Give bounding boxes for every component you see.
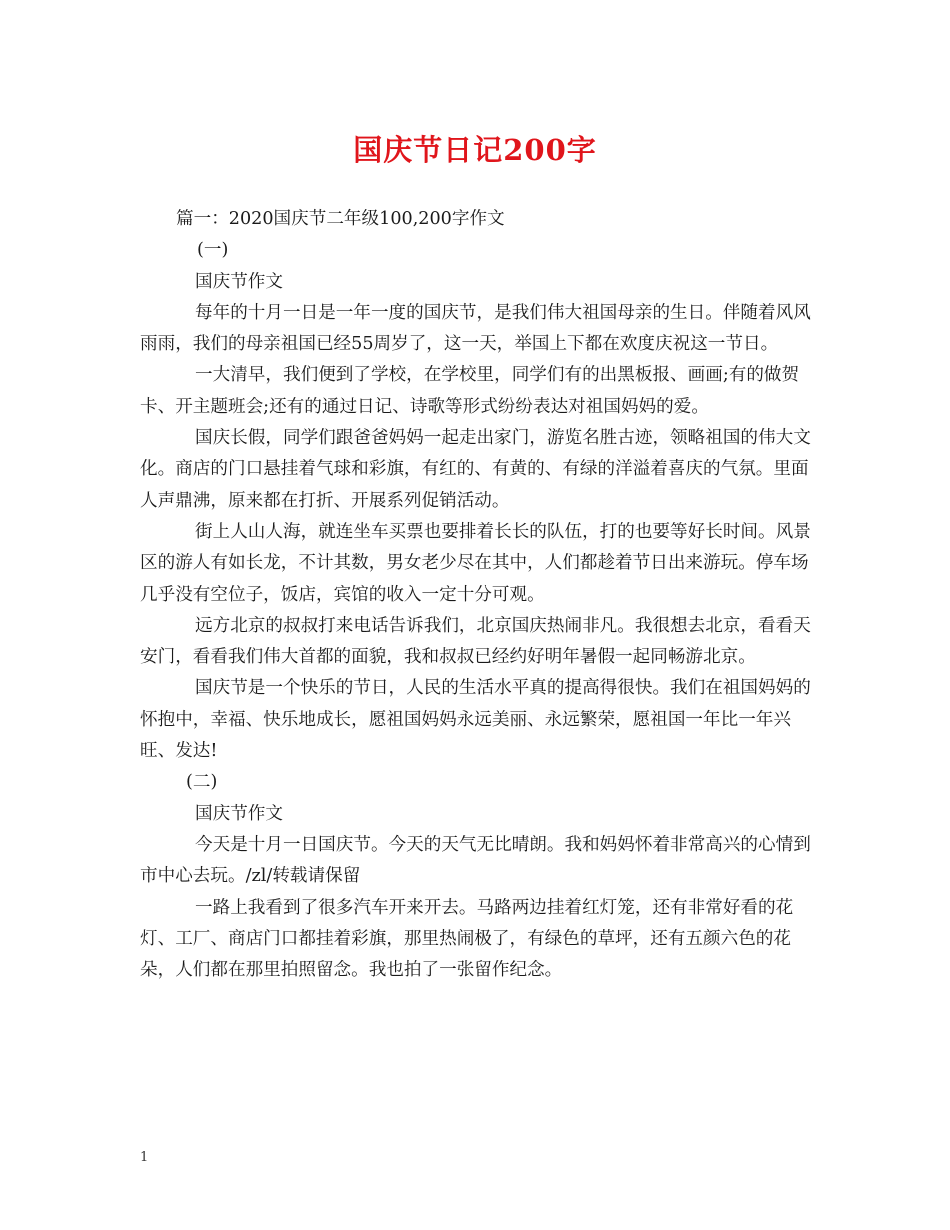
paragraph: 街上人山人海，就连坐车买票也要排着长长的队伍，打的也要等好长时间。风景区的游人有如长龙，不计其数，男女老少尽在其中，人们都趁着节日出来游玩。停车场几乎没有空位子，饭店，宾馆的收入一定十分可观。 bbox=[140, 521, 811, 605]
paragraph: 每年的十月一日是一年一度的国庆节，是我们伟大祖国母亲的生日。伴随着风风雨雨，我们的母亲祖国已经55周岁了，这一天，举国上下都在欢度庆祝这一节日。 bbox=[140, 302, 811, 355]
document-body bbox=[140, 204, 820, 986]
paragraph: 国庆长假，同学们跟爸爸妈妈一起走出家门，游览名胜古迹，领略祖国的伟大文化。商店的门口悬挂着气球和彩旗，有红的、有黄的、有绿的洋溢着喜庆的气氛。里面人声鼎沸，原来都在打折、开展系列促销活动。 bbox=[140, 428, 811, 511]
paragraph: 远方北京的叔叔打来电话告诉我们，北京国庆热闹非凡。我很想去北京，看看天安门，看看我们伟大首都的面貌，我和叔叔已经约好明年暑假一起同畅游北京。 bbox=[140, 615, 811, 668]
paragraph: 一大清早，我们便到了学校，在学校里，同学们有的出黑板报、画画;有的做贺卡、开主题班会;还有的通过日记、诗歌等形式纷纷表达对祖国妈妈的爱。 bbox=[140, 365, 800, 417]
paragraph: 国庆节是一个快乐的节日，人民的生活水平真的提高得很快。我们在祖国妈妈的怀抱中，幸福、快乐地成长，愿祖国妈妈永远美丽、永远繁荣，愿祖国一年比一年兴旺、发达! bbox=[140, 678, 811, 762]
part-subtitle-2: 国庆节作文 bbox=[195, 803, 283, 824]
part-marker-1: (一) bbox=[197, 240, 229, 261]
part-subtitle-1: 国庆节作文 bbox=[195, 271, 283, 292]
paragraph: 一路上我看到了很多汽车开来开去。马路两边挂着红灯笼，还有非常好看的花灯、工厂、商店门口都挂着彩旗，那里热闹极了，有绿色的草坪，还有五颜六色的花朵，人们都在那里拍照留念。我也拍了一张留作纪念。 bbox=[140, 897, 794, 981]
paragraph: 今天是十月一日国庆节。今天的天气无比晴朗。我和妈妈怀着非常高兴的心情到市中心去玩。/zl/转载请保留 bbox=[140, 834, 811, 887]
document-title: 国庆节日记200字 bbox=[353, 133, 597, 167]
part-marker-2: (二) bbox=[186, 772, 218, 793]
page-number: 1 bbox=[140, 1150, 149, 1165]
section-heading: 篇一：2020国庆节二年级100,200字作文 bbox=[176, 209, 505, 229]
